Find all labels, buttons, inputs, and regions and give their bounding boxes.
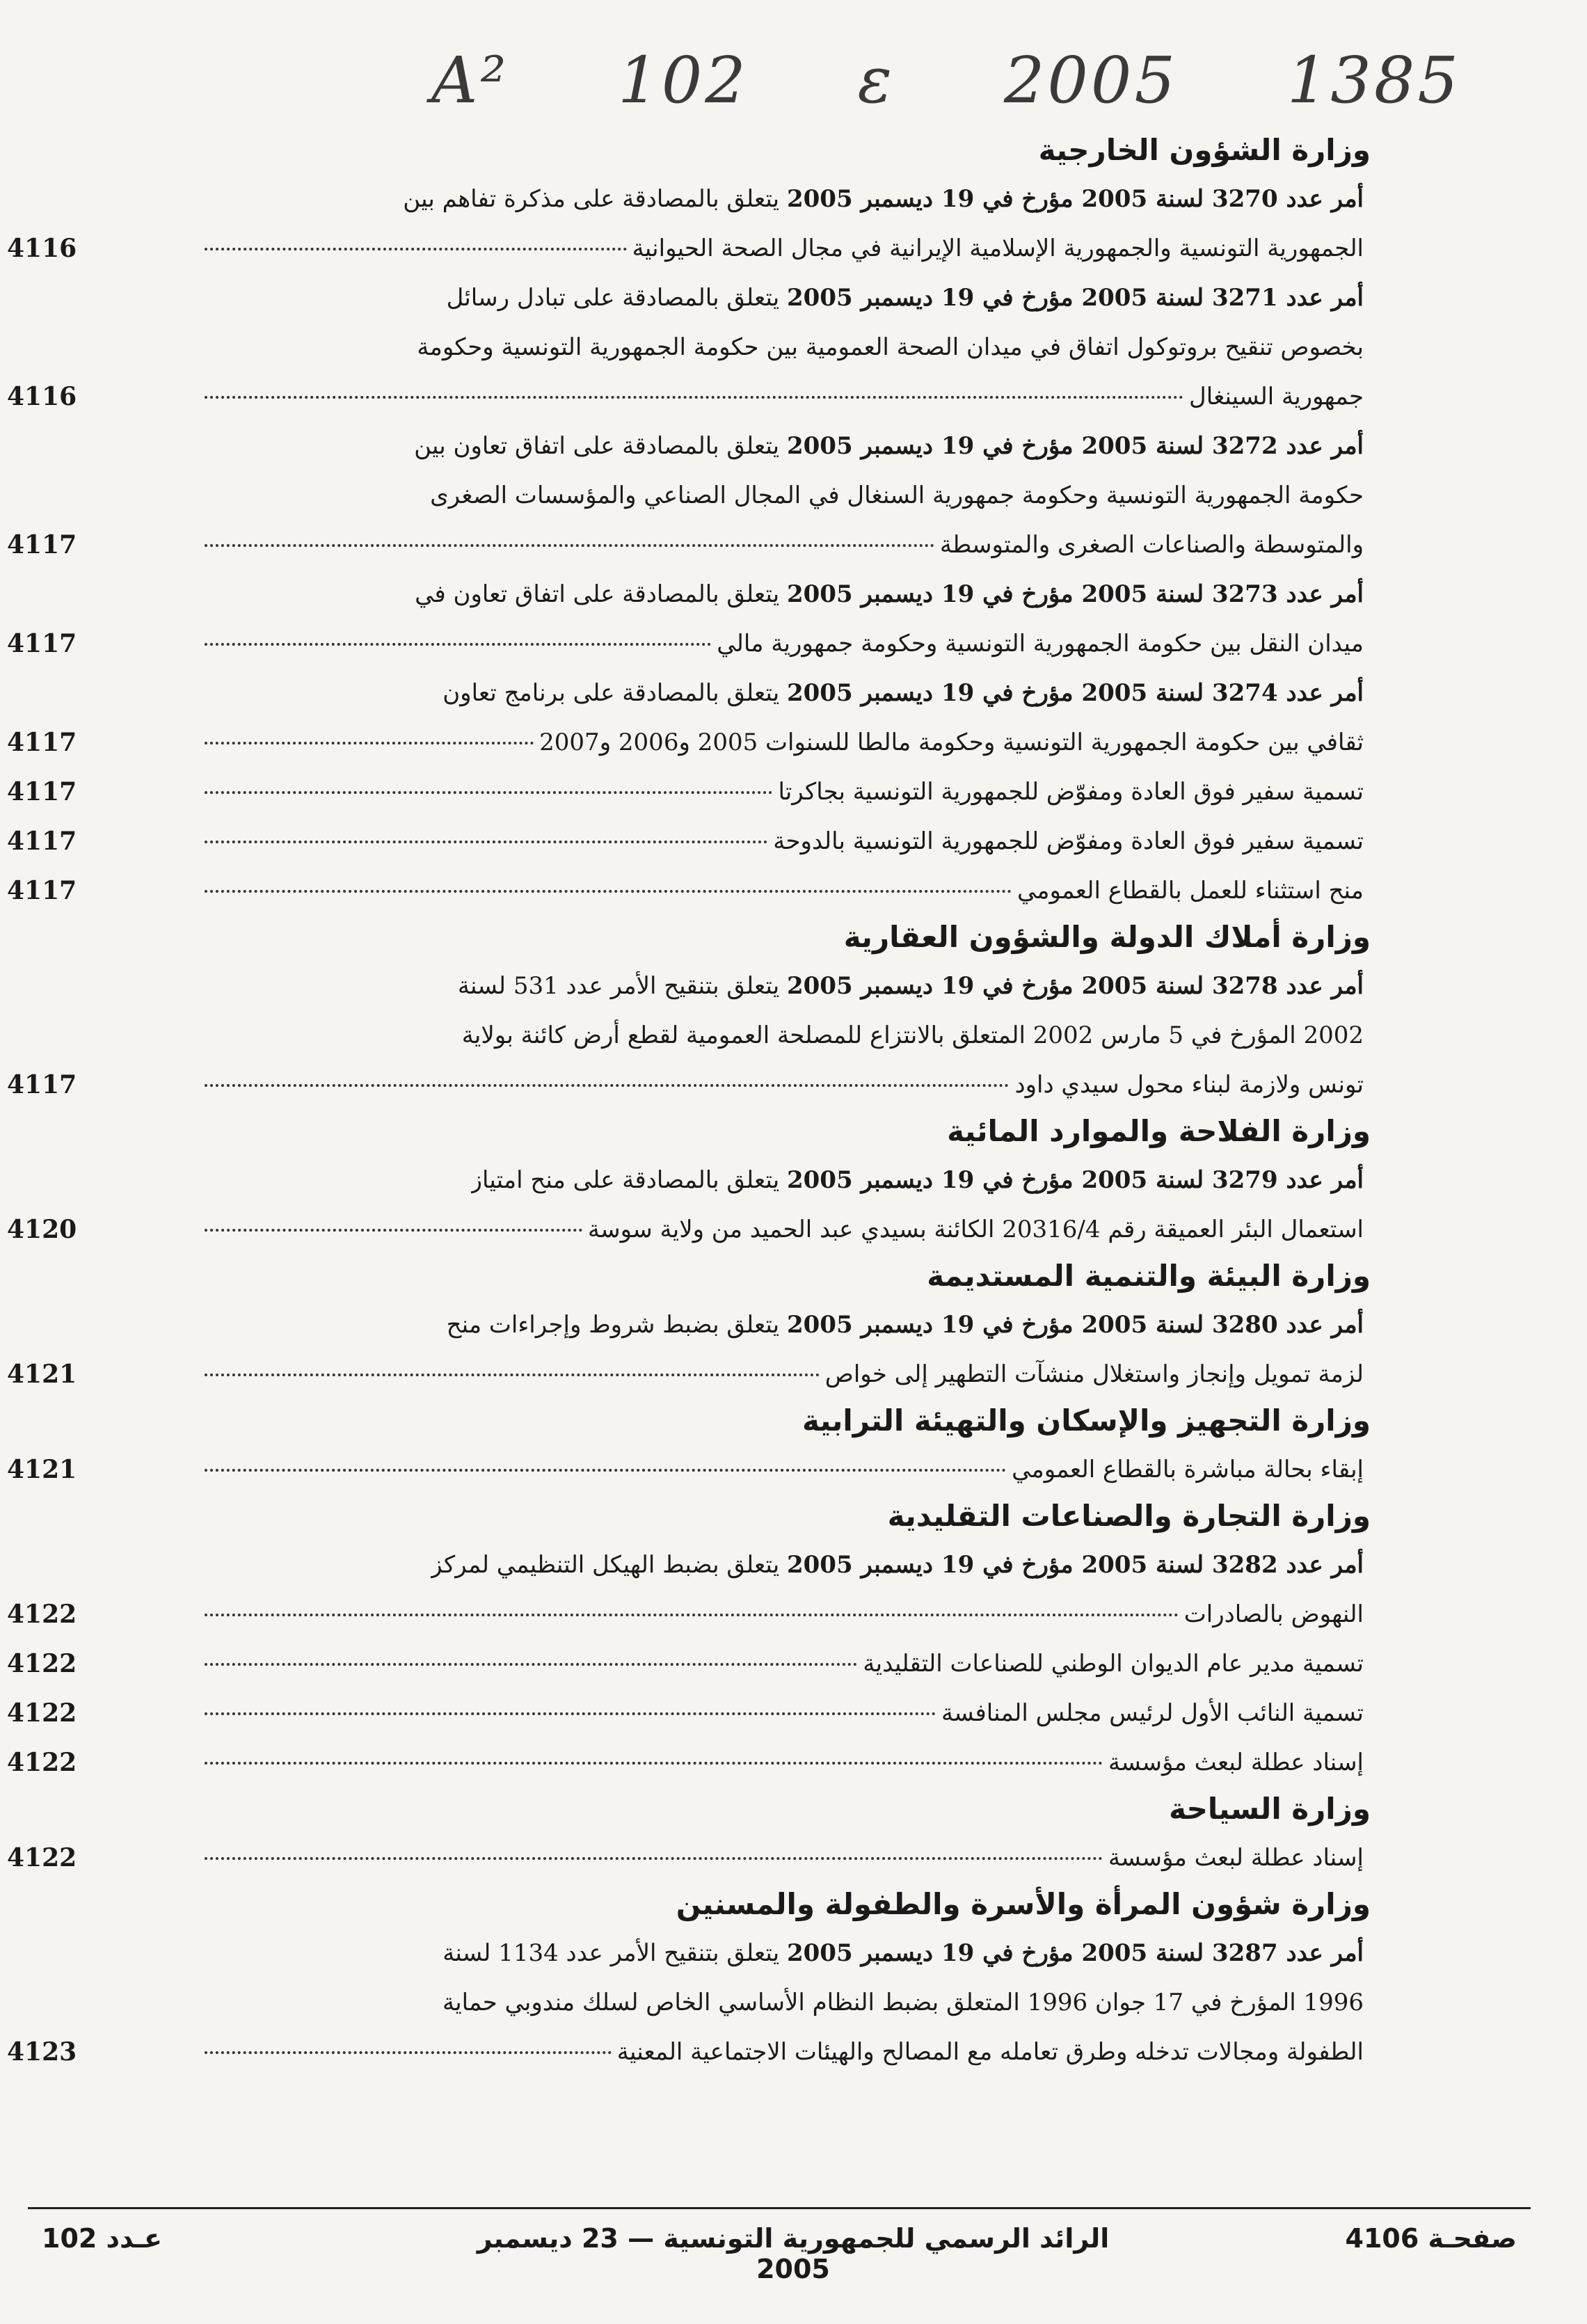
entry-text: إسناد عطلة لبعث مؤسسة xyxy=(1108,1844,1364,1872)
entry-text: الطفولة ومجالات تدخله وطرق تعامله مع المصالح والهيئات الاجتماعية المعنية xyxy=(616,2038,1364,2066)
toc-entry[interactable] xyxy=(7,1738,1364,1788)
handwritten-mark: 2005 xyxy=(1003,42,1178,118)
toc-entry[interactable] xyxy=(7,1156,1364,1255)
entry-page-number: 4123 xyxy=(7,2037,77,2067)
entry-line xyxy=(7,767,1364,817)
entry-text: تسمية سفير فوق العادة ومفوّض للجمهورية التونسية بجاكرتا xyxy=(778,778,1364,806)
page-number: صفحـة 4106 xyxy=(1345,2223,1517,2254)
toc-entry[interactable] xyxy=(7,866,1364,916)
entry-line xyxy=(188,962,1364,1011)
leader-dots xyxy=(205,1469,1006,1472)
entry-text: إبقاء بحالة مباشرة بالقطاع العمومي xyxy=(1012,1456,1364,1483)
entry-line xyxy=(188,273,1364,323)
toc-entry[interactable] xyxy=(7,273,1364,422)
entry-line xyxy=(7,2028,1364,2077)
leader-dots xyxy=(205,1712,936,1715)
ministry-heading: وزارة التجهيز والإسكان والتهيئة الترابية xyxy=(802,1403,1371,1438)
entry-line xyxy=(7,372,1364,422)
entry-page-number: 4121 xyxy=(7,1455,77,1484)
page-footer xyxy=(28,2223,1531,2284)
entry-line xyxy=(188,323,1364,372)
entry-page-number: 4122 xyxy=(7,1748,77,1777)
ministry-heading: وزارة الفلاحة والموارد المائية xyxy=(947,1114,1371,1148)
entry-text: لزمة تمويل وإنجاز واستغلال منشآت التطهير إلى خواص xyxy=(824,1360,1364,1388)
handwritten-mark: A² xyxy=(431,42,509,118)
entry-page-number: 4120 xyxy=(7,1215,77,1244)
leader-dots xyxy=(205,2051,612,2054)
entry-line xyxy=(188,669,1364,718)
entry-text: أمر عدد 3271 لسنة 2005 مؤرخ في 19 ديسمبر 2005 يتعلق بالمصادقة على تبادل رسائل xyxy=(446,284,1364,312)
entry-line xyxy=(7,817,1364,866)
leader-dots xyxy=(205,1663,857,1666)
entry-page-number: 4117 xyxy=(7,728,77,757)
entry-line xyxy=(7,1639,1364,1689)
entry-page-number: 4122 xyxy=(7,1698,77,1728)
toc-entry[interactable] xyxy=(7,817,1364,866)
entry-text: أمر عدد 3272 لسنة 2005 مؤرخ في 19 ديسمبر 2005 يتعلق بالمصادقة على اتفاق تعاون بين xyxy=(414,432,1364,460)
leader-dots xyxy=(205,1614,1179,1616)
ministry-heading: وزارة شؤون المرأة والأسرة والطفولة والمسنين xyxy=(676,1887,1371,1921)
table-of-contents xyxy=(7,129,1371,2077)
entry-text: أمر عدد 3273 لسنة 2005 مؤرخ في 19 ديسمبر 2005 يتعلق بالمصادقة على اتفاق تعاون في xyxy=(415,580,1364,608)
entry-text: أمر عدد 3274 لسنة 2005 مؤرخ في 19 ديسمبر 2005 يتعلق بالمصادقة على برنامج تعاون xyxy=(442,679,1364,707)
entry-line xyxy=(7,1060,1364,1110)
entry-page-number: 4121 xyxy=(7,1360,77,1389)
entry-text: تونس ولازمة لبناء محول سيدي داود xyxy=(1014,1071,1364,1099)
entry-text: 1996 المؤرخ في 17 جوان 1996 المتعلق بضبط النظام الأساسي الخاص لسلك مندوبي حماية xyxy=(442,1989,1364,2016)
entry-text: تسمية النائب الأول لرئيس مجلس المنافسة xyxy=(941,1699,1364,1727)
entry-text: أمر عدد 3278 لسنة 2005 مؤرخ في 19 ديسمبر 2005 يتعلق بتنقيح الأمر عدد 531 لسنة xyxy=(457,972,1364,1000)
entry-text: ثقافي بين حكومة الجمهورية التونسية وحكومة مالطا للسنوات 2005 و2006 و2007 xyxy=(539,729,1364,756)
entry-text: الجمهورية التونسية والجمهورية الإسلامية الإيرانية في مجال الصحة الحيوانية xyxy=(632,234,1364,262)
entry-text: النهوض بالصادرات xyxy=(1183,1600,1364,1628)
entry-line xyxy=(7,520,1364,570)
entry-page-number: 4117 xyxy=(7,827,77,856)
entry-text: أمر عدد 3279 لسنة 2005 مؤرخ في 19 ديسمبر 2005 يتعلق بالمصادقة على منح امتياز xyxy=(470,1166,1364,1194)
leader-dots xyxy=(205,841,767,843)
entry-line xyxy=(7,619,1364,669)
entry-page-number: 4122 xyxy=(7,1843,77,1872)
footer-divider xyxy=(28,2207,1531,2209)
entry-page-number: 4122 xyxy=(7,1600,77,1629)
leader-dots xyxy=(205,1857,1103,1860)
ministry-heading: وزارة السياحة xyxy=(1169,1792,1371,1826)
entry-page-number: 4116 xyxy=(7,382,77,411)
entry-line xyxy=(188,175,1364,224)
entry-line xyxy=(188,1978,1364,2028)
entry-line xyxy=(7,1350,1364,1399)
toc-entry[interactable] xyxy=(7,422,1364,570)
toc-entry[interactable] xyxy=(7,1929,1364,2077)
entry-line xyxy=(7,866,1364,916)
entry-text: 2002 المؤرخ في 5 مارس 2002 المتعلق بالانتزاع للمصلحة العمومية لقطع أرض كائنة بولاية xyxy=(461,1021,1364,1049)
leader-dots xyxy=(205,643,711,646)
entry-page-number: 4116 xyxy=(7,234,77,263)
journal-title: الرائد الرسمي للجمهورية التونسية — 23 ديسمبر 2005 xyxy=(477,2223,1110,2284)
leader-dots xyxy=(205,742,534,745)
toc-entry[interactable] xyxy=(7,570,1364,669)
leader-dots xyxy=(205,1229,582,1232)
entry-text: إسناد عطلة لبعث مؤسسة xyxy=(1108,1749,1364,1776)
handwritten-mark: 102 xyxy=(618,42,749,118)
handwritten-annotation xyxy=(431,35,1461,125)
entry-text: استعمال البئر العميقة رقم 20316/4 الكائنة بسيدي عبد الحميد من ولاية سوسة xyxy=(587,1216,1364,1243)
entry-text: ميدان النقل بين حكومة الجمهورية التونسية وحكومة جمهورية مالي xyxy=(717,630,1364,658)
entry-text: حكومة الجمهورية التونسية وحكومة جمهورية السنغال في المجال الصناعي والمؤسسات الصغرى xyxy=(430,481,1364,509)
entry-text: أمر عدد 3282 لسنة 2005 مؤرخ في 19 ديسمبر 2005 يتعلق بضبط الهيكل التنظيمي لمركز xyxy=(431,1551,1364,1579)
entry-line xyxy=(7,1738,1364,1788)
leader-dots xyxy=(205,396,1183,399)
toc-entry[interactable] xyxy=(7,1445,1364,1495)
toc-entry[interactable] xyxy=(7,1639,1364,1689)
entry-text: أمر عدد 3270 لسنة 2005 مؤرخ في 19 ديسمبر 2005 يتعلق بالمصادقة على مذكرة تفاهم بين xyxy=(403,185,1364,213)
leader-dots xyxy=(205,1084,1009,1087)
toc-entry[interactable] xyxy=(7,175,1364,273)
entry-line xyxy=(188,1541,1364,1590)
entry-line xyxy=(188,570,1364,619)
entry-line xyxy=(7,718,1364,767)
toc-entry[interactable] xyxy=(7,767,1364,817)
leader-dots xyxy=(205,791,772,794)
entry-text: جمهورية السينغال xyxy=(1189,383,1364,411)
entry-text: أمر عدد 3280 لسنة 2005 مؤرخ في 19 ديسمبر 2005 يتعلق بضبط شروط وإجراءات منح xyxy=(446,1311,1364,1339)
entry-line xyxy=(7,1590,1364,1639)
entry-line xyxy=(188,1300,1364,1350)
entry-text: تسمية مدير عام الديوان الوطني للصناعات التقليدية xyxy=(863,1650,1364,1678)
entry-line xyxy=(188,422,1364,471)
entry-line xyxy=(188,1011,1364,1060)
entry-line xyxy=(188,471,1364,520)
entry-page-number: 4122 xyxy=(7,1649,77,1678)
entry-page-number: 4117 xyxy=(7,1070,77,1099)
leader-dots xyxy=(205,1374,820,1376)
handwritten-mark: ε xyxy=(857,42,895,118)
entry-line xyxy=(7,1689,1364,1738)
toc-entry[interactable] xyxy=(7,1689,1364,1738)
entry-page-number: 4117 xyxy=(7,530,77,559)
entry-text: والمتوسطة والصناعات الصغرى والمتوسطة xyxy=(939,531,1364,559)
entry-text: منح استثناء للعمل بالقطاع العمومي xyxy=(1016,877,1364,905)
ministry-heading: وزارة التجارة والصناعات التقليدية xyxy=(887,1499,1371,1533)
leader-dots xyxy=(205,544,934,547)
entry-page-number: 4117 xyxy=(7,777,77,806)
ministry-heading: وزارة أملاك الدولة والشؤون العقارية xyxy=(843,920,1371,954)
handwritten-mark: 1385 xyxy=(1286,42,1461,118)
issue-number: عـدد 102 xyxy=(42,2223,162,2254)
entry-text: أمر عدد 3287 لسنة 2005 مؤرخ في 19 ديسمبر 2005 يتعلق بتنقيح الأمر عدد 1134 لسنة xyxy=(442,1939,1364,1967)
ministry-heading: وزارة البيئة والتنمية المستديمة xyxy=(927,1259,1371,1293)
toc-entry[interactable] xyxy=(7,669,1364,767)
entry-line xyxy=(7,1833,1364,1883)
entry-page-number: 4117 xyxy=(7,629,77,658)
entry-text: بخصوص تنقيح بروتوكول اتفاق في ميدان الصحة العمومية بين حكومة الجمهورية التونسية وحكومة xyxy=(417,333,1364,361)
leader-dots xyxy=(205,1762,1103,1765)
entry-line xyxy=(7,224,1364,273)
leader-dots xyxy=(205,248,627,250)
toc-entry[interactable] xyxy=(7,1300,1364,1399)
entry-line xyxy=(7,1445,1364,1495)
toc-entry[interactable] xyxy=(7,1541,1364,1639)
entry-page-number: 4117 xyxy=(7,876,77,905)
entry-line xyxy=(7,1205,1364,1255)
leader-dots xyxy=(205,890,1012,893)
toc-entry[interactable] xyxy=(7,1833,1364,1883)
entry-text: تسمية سفير فوق العادة ومفوّض للجمهورية التونسية بالدوحة xyxy=(773,827,1364,855)
ministry-heading: وزارة الشؤون الخارجية xyxy=(1038,133,1371,167)
toc-entry[interactable] xyxy=(7,962,1364,1110)
entry-line xyxy=(188,1156,1364,1205)
entry-line xyxy=(188,1929,1364,1978)
